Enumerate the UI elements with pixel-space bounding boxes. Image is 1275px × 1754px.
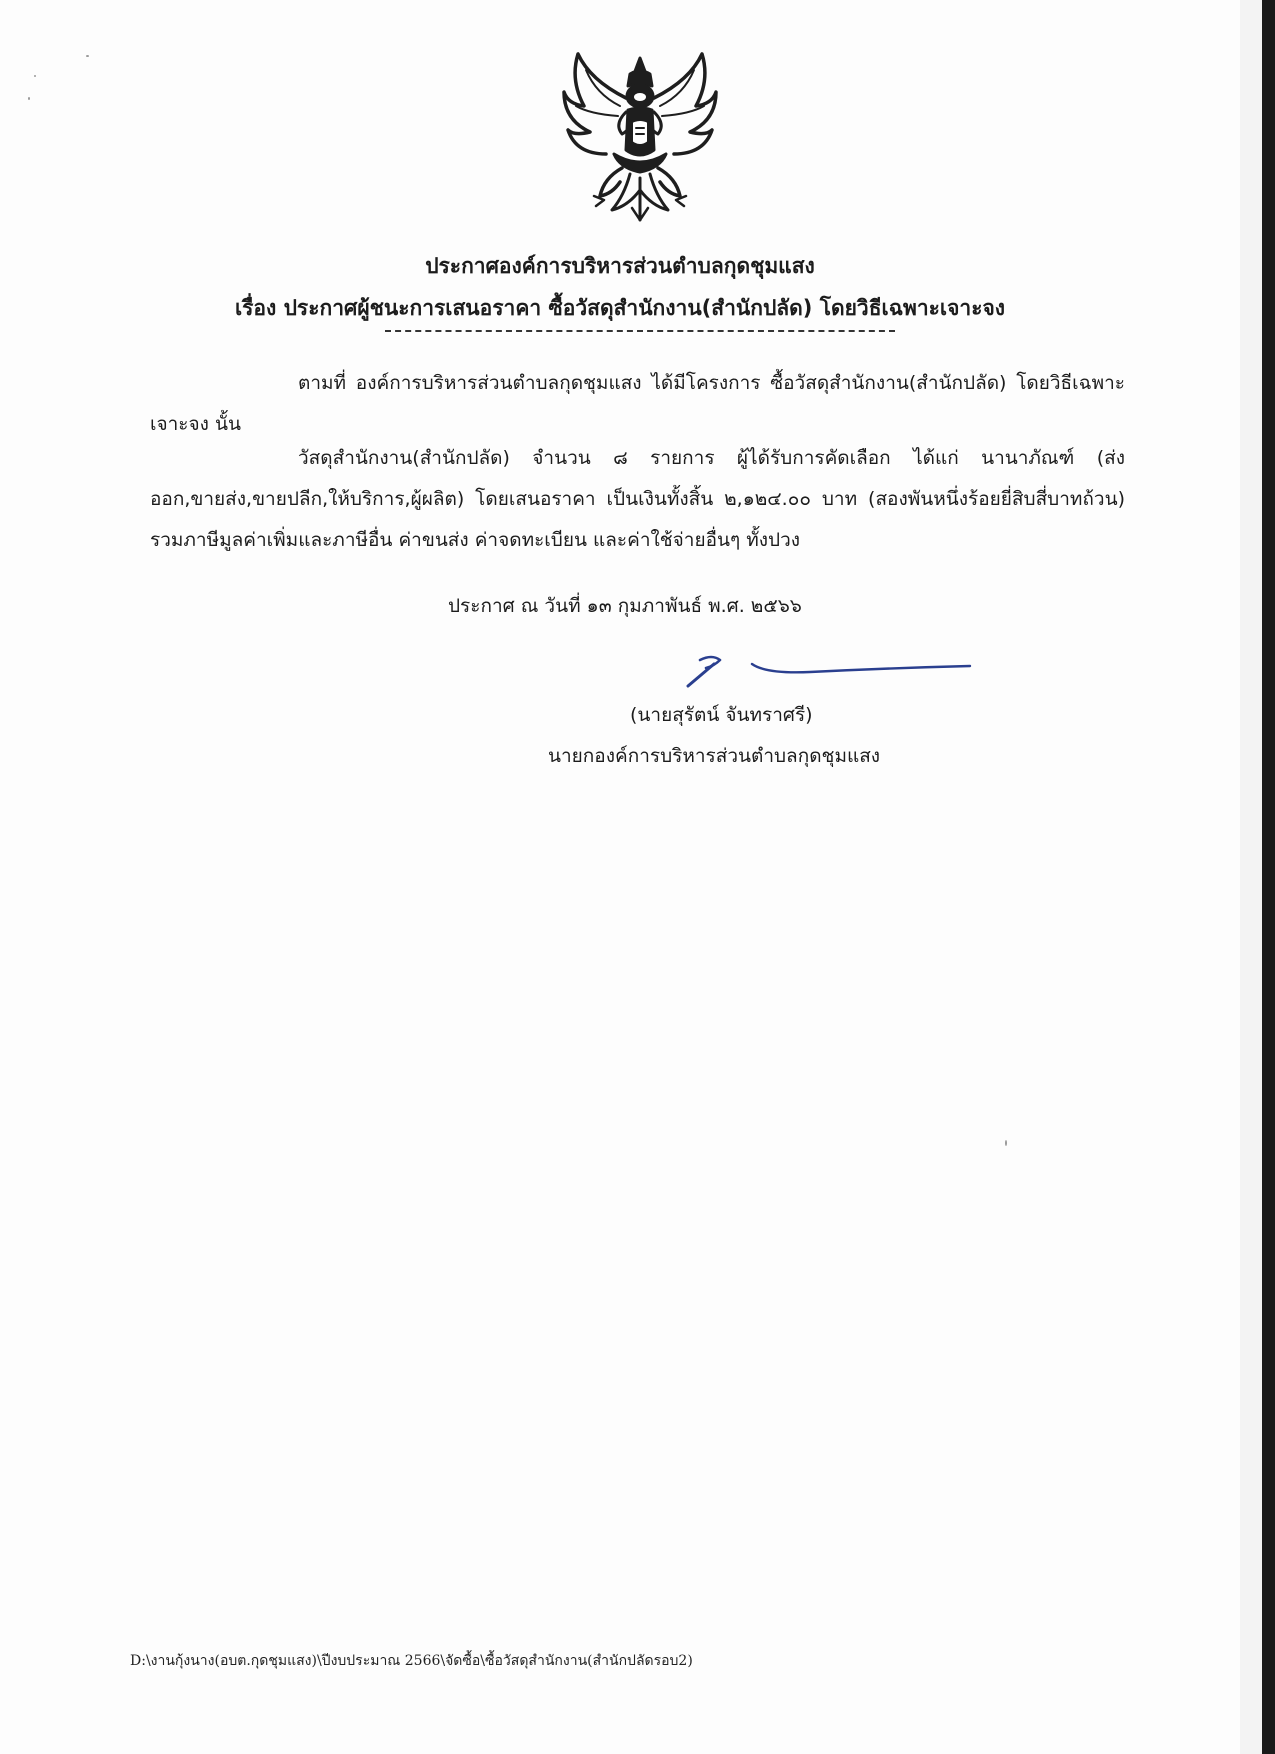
garuda-emblem-icon — [560, 50, 720, 225]
signer-position: นายกองค์การบริหารส่วนตำบลกุดชุมแสง — [548, 745, 881, 767]
scan-speck — [34, 75, 36, 77]
handwritten-signature — [670, 648, 980, 693]
body-paragraph-winner — [150, 438, 1125, 561]
signer-name: (นายสุรัตน์ จันทราศรี) — [630, 704, 813, 726]
paragraph-2-text: วัสดุสำนักงาน(สำนักปลัด) จำนวน ๘ รายการ ผู้ได้รับการคัดเลือก ได้แก่ นานาภัณฑ์ (ส่งออก,ขายส่ง,ขายปลีก,ให้บริการ,ผู้ผลิต) โดยเสนอราคา เป็นเงินทั้งสิ้น ๒,๑๒๔.๐๐ บาท (สองพันหนึ่งร้อยยี่สิบสี่บาทถ้วน) รวมภาษีมูลค่าเพิ่มและภาษีอื่น ค่าขนส่ง ค่าจดทะเบียน และค่าใช้จ่ายอื่นๆ ทั้งปวง — [150, 447, 1125, 551]
dashed-divider — [385, 330, 895, 332]
announcement-title: ประกาศองค์การบริหารส่วนตำบลกุดชุมแสง — [425, 254, 815, 278]
scan-speck — [28, 97, 30, 100]
footer-file-path: D:\งานกุ้งนาง(อบต.กุดชุมแสง)\ปีงบประมาณ 2566\จัดซื้อ\ซื้อวัสดุสำนักงาน(สำนักปลัดรอบ2) — [130, 1653, 693, 1669]
announcement-date: ประกาศ ณ วันที่ ๑๓ กุมภาพันธ์ พ.ศ. ๒๕๖๖ — [448, 595, 802, 617]
scan-speck — [86, 55, 89, 57]
body-paragraph-project — [150, 363, 1125, 445]
scan-margin — [1240, 0, 1262, 1754]
scan-edge-shadow — [1262, 0, 1275, 1754]
scan-speck — [1005, 1140, 1007, 1146]
paragraph-1-text: ตามที่ องค์การบริหารส่วนตำบลกุดชุมแสง ได้มีโครงการ ซื้อวัสดุสำนักงาน(สำนักปลัด) โดยวิธีเฉพาะเจาะจง นั้น — [150, 372, 1125, 435]
announcement-subject: เรื่อง ประกาศผู้ชนะการเสนอราคา ซื้อวัสดุสำนักงาน(สำนักปลัด) โดยวิธีเฉพาะเจาะจง — [234, 296, 1006, 320]
